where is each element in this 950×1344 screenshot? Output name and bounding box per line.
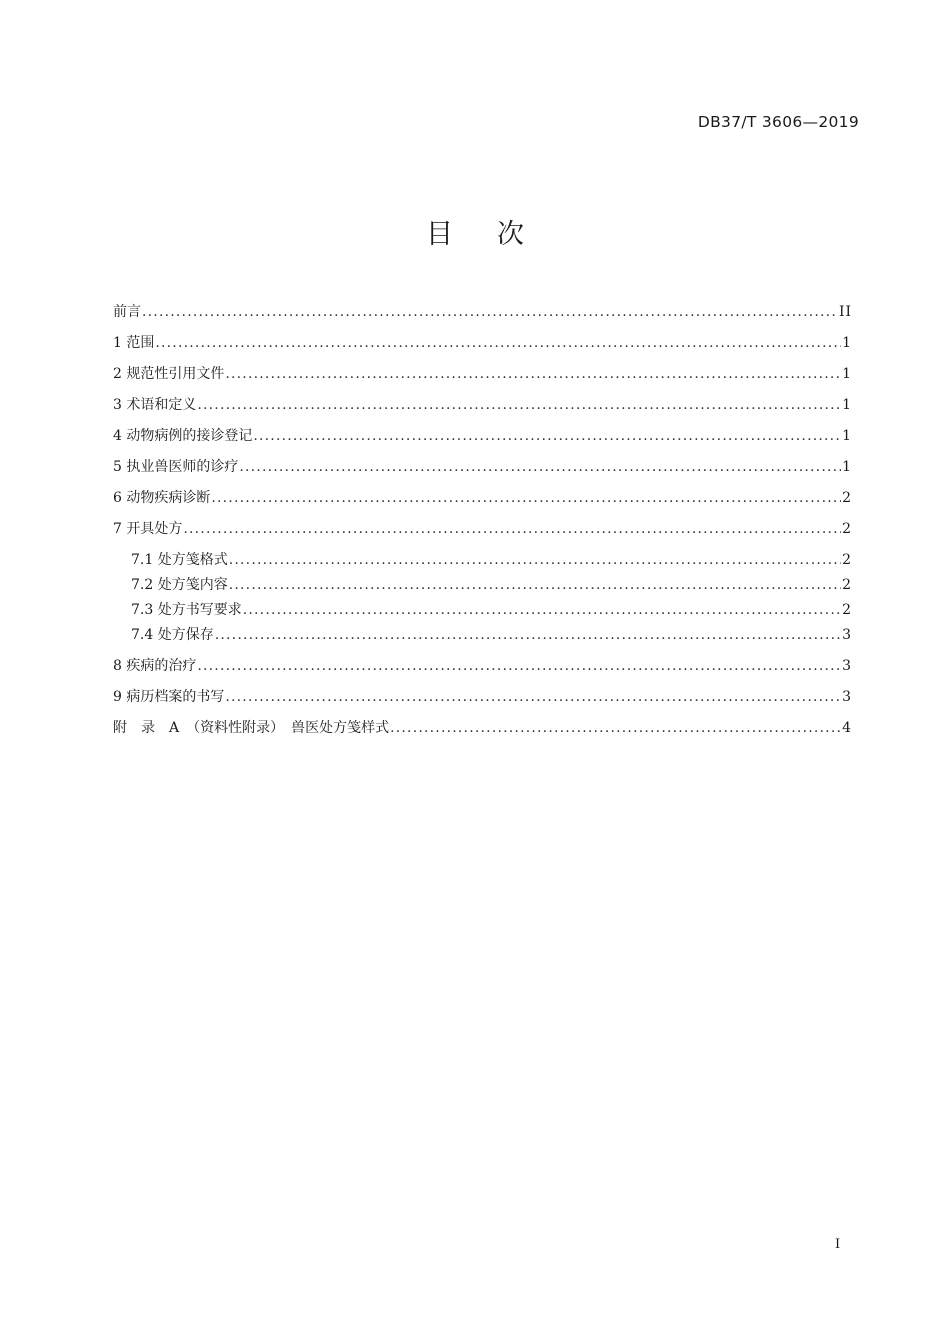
- toc-entry-label: 7.3 处方书写要求: [131, 602, 242, 618]
- toc-leader-dots: [211, 488, 841, 508]
- toc-entry-page: 2: [842, 521, 852, 537]
- toc-entry-page: 3: [842, 627, 852, 643]
- toc-entry-prescription-format[interactable]: [113, 550, 852, 570]
- toc-entry-label: 9 病历档案的书写: [113, 689, 225, 705]
- toc-entry-label: 前言: [113, 304, 141, 320]
- standard-code: DB37/T 3606—2019: [697, 113, 859, 131]
- toc-leader-dots: [229, 550, 841, 570]
- toc-entry-page: 2: [842, 552, 852, 568]
- toc-entry-page: 1: [842, 397, 852, 413]
- toc-entry-label: 1 范围: [113, 335, 155, 351]
- toc-entry-label: 7.1 处方笺格式: [131, 552, 228, 568]
- toc-leader-dots: [225, 364, 841, 384]
- toc-entry-prescription-storage[interactable]: [113, 625, 852, 645]
- toc-leader-dots: [239, 457, 841, 477]
- toc-list: [113, 302, 852, 738]
- toc-leader-dots: [155, 333, 841, 353]
- toc-entry-page: 1: [842, 428, 852, 444]
- toc-title-char-2: 次: [497, 219, 524, 250]
- toc-entry-label: 7.4 处方保存: [131, 627, 214, 643]
- toc-entry-appendix-a[interactable]: [113, 718, 852, 738]
- toc-entry-terms[interactable]: [113, 395, 852, 415]
- toc-entry-label: 4 动物病例的接诊登记: [113, 428, 253, 444]
- toc-entry-label: 3 术语和定义: [113, 397, 197, 413]
- page-number: I: [835, 1237, 841, 1252]
- toc-leader-dots: [390, 718, 841, 738]
- toc-entry-page: 2: [842, 602, 852, 618]
- toc-entry-prescription-content[interactable]: [113, 575, 852, 595]
- toc-entry-label: 7.2 处方笺内容: [131, 577, 228, 593]
- toc-entry-label: 7 开具处方: [113, 521, 183, 537]
- toc-leader-dots: [225, 687, 841, 707]
- toc-leader-dots: [183, 519, 841, 539]
- toc-entry-label: 8 疾病的治疗: [113, 658, 197, 674]
- toc-entry-page: 1: [842, 335, 852, 351]
- toc-entry-page: 1: [842, 459, 852, 475]
- toc-entry-page: 1: [842, 366, 852, 382]
- toc-entry-scope[interactable]: [113, 333, 852, 353]
- toc-entry-page: 4: [842, 720, 852, 736]
- toc-entry-page: 3: [842, 658, 852, 674]
- toc-entry-medical-records[interactable]: [113, 687, 852, 707]
- toc-entry-foreword[interactable]: [113, 302, 852, 322]
- toc-entry-page: II: [838, 304, 852, 320]
- toc-title-char-1: 目: [426, 219, 453, 250]
- toc-leader-dots: [197, 656, 841, 676]
- toc-entry-case-registration[interactable]: [113, 426, 852, 446]
- toc-leader-dots: [243, 600, 841, 620]
- toc-entry-label: 附 录 A （资料性附录） 兽医处方笺样式: [113, 720, 390, 736]
- toc-entry-label: 2 规范性引用文件: [113, 366, 225, 382]
- toc-entry-label: 6 动物疾病诊断: [113, 490, 211, 506]
- toc-entry-disease-treatment[interactable]: [113, 656, 852, 676]
- toc-entry-vet-diagnosis-treatment[interactable]: [113, 457, 852, 477]
- toc-entry-disease-diagnosis[interactable]: [113, 488, 852, 508]
- toc-entry-normative-references[interactable]: [113, 364, 852, 384]
- toc-title: [0, 212, 950, 251]
- toc-entry-page: 3: [842, 689, 852, 705]
- toc-leader-dots: [142, 302, 838, 322]
- toc-leader-dots: [229, 575, 841, 595]
- toc-leader-dots: [253, 426, 841, 446]
- toc-entry-page: 2: [842, 490, 852, 506]
- toc-entry-label: 5 执业兽医师的诊疗: [113, 459, 239, 475]
- toc-leader-dots: [215, 625, 841, 645]
- toc-entry-page: 2: [842, 577, 852, 593]
- toc-entry-prescription[interactable]: [113, 519, 852, 539]
- toc-entry-prescription-writing[interactable]: [113, 600, 852, 620]
- toc-leader-dots: [197, 395, 841, 415]
